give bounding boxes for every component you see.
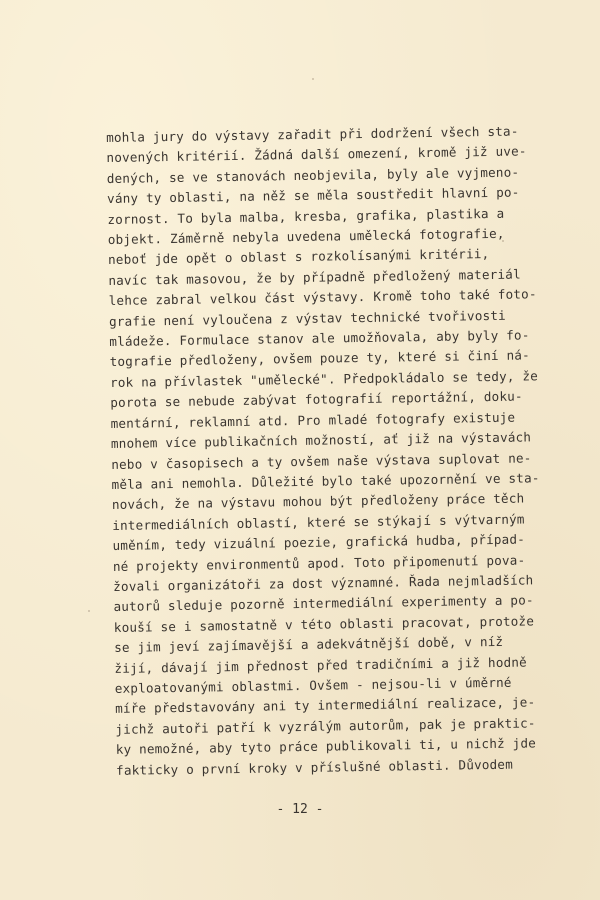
text-line: mentární, reklamní atd. Pro mladé fotografy existuje (110, 409, 516, 431)
paper-speck (502, 240, 504, 242)
text-line: novených kritérií. Žádná další omezení, kromě již uve- (106, 143, 527, 166)
text-line: grafie není vyloučena z výstav technické tvořivosti (108, 307, 506, 329)
text-line: rok na přívlastek "umělecké". Předpokládalo se tedy, že (109, 368, 539, 390)
text-line: zornost. To byla malba, kresba, grafika, plastika a (107, 205, 505, 227)
text-line: mnohem více publikačních možností, ať již na výstavách (110, 429, 532, 452)
text-line: tografie předloženy, ovšem pouze ty, které si činí ná- (109, 347, 530, 370)
paper-speck (312, 78, 314, 80)
text-line: žovali organizátoři za dost významné. Řada nejmladších (113, 572, 534, 594)
text-line: né projekty environmentů apod. Toto připomenutí pova- (112, 551, 526, 574)
text-line: autorů sleduje pozorně intermediální experimenty a po- (113, 592, 534, 615)
text-line: lehce zabral velkou část výstavy. Kromě toho také foto- (108, 286, 537, 309)
text-line: objekt. Záměrně nebyla uvedena umělecká fotografie, (107, 225, 505, 248)
text-line: dených, se ve stanovách neobjevila, byly ale vyjmeno- (106, 164, 520, 186)
text-line: míře představovány ani ty intermediální realizace, je- (115, 694, 536, 717)
text-line: měla ani nemohla. Důležité bylo také upozornění ve sta- (111, 470, 540, 492)
typewritten-text-body (106, 121, 586, 781)
text-line: jichž autoři patří k vyzrálým autorům, pak je praktic- (115, 715, 536, 737)
text-line: novách, že na výstavu mohou být předloženy práce těch (111, 490, 525, 513)
text-line: navíc tak masovou, že by případně předložený materiál (108, 266, 521, 288)
text-line: kouší se i samostatně v této oblasti pracovat, protože (113, 613, 535, 635)
page-number: - 12 - (276, 802, 324, 817)
text-line: neboť jde opět o oblast s rozkolísanými kritérii, (107, 246, 490, 268)
text-line: mohla jury do výstavy zařadit při dodržení všech sta- (106, 123, 519, 145)
text-line: vány ty oblasti, na něž se měla soustředit hlavní po- (106, 184, 520, 207)
text-line: intermediálních oblastí, které se stýkají s výtvarným (112, 511, 525, 533)
text-line: mládeže. Formulace stanov ale umožňovala, aby byly fo- (109, 327, 530, 350)
text-line: uměním, tedy vizuální poezie, grafická hudba, případ- (112, 531, 526, 554)
paper-speck (88, 610, 90, 612)
text-line: žijí, dávají jim přednost před tradičními a již hodně (114, 654, 528, 676)
text-line: nebo v časopisech a ty ovšem naše výstava suplovat ne- (111, 449, 532, 472)
text-line: fakticky o první kroky v příslušné oblasti. Důvodem (115, 756, 514, 778)
text-line: se jim jeví zajímavější a adekvátnější době, v níž (114, 633, 504, 656)
text-line: ky nemožné, aby tyto práce publikovali ti, u nichž jde (115, 735, 537, 758)
text-line: porota se nebude zabývat fotografií reportážní, doku- (110, 388, 523, 411)
text-line: exploatovanými oblastmi. Ovšem - nejsou-li v úměrné (114, 674, 512, 696)
